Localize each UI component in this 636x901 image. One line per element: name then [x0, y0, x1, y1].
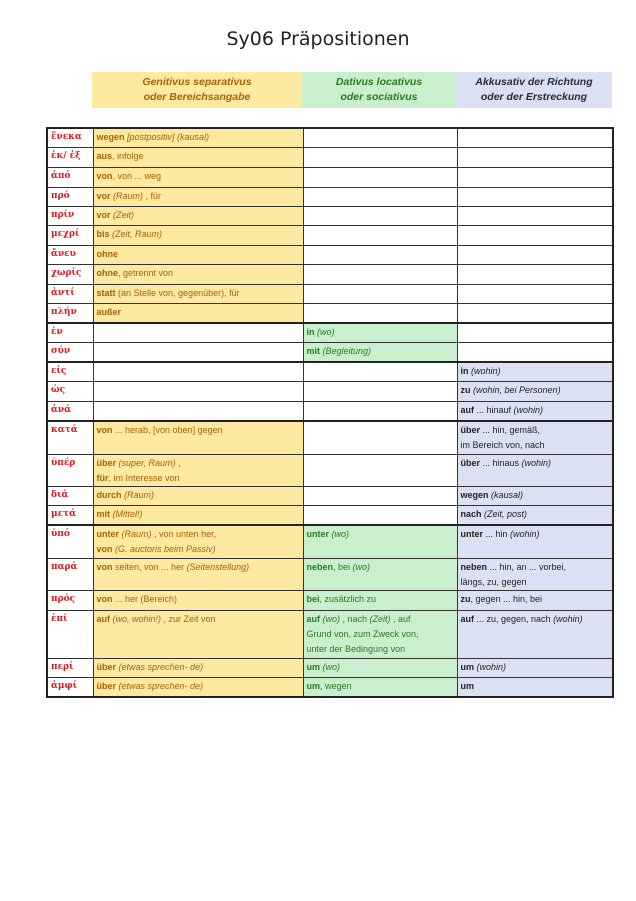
- dat-meaning-cell: [303, 381, 457, 401]
- meaning-keyword: in: [460, 366, 469, 376]
- gen-meaning-cell: [93, 362, 303, 381]
- meaning-text: , auf: [390, 613, 411, 624]
- gen-meaning-cell: [93, 677, 303, 697]
- gen-meaning-cell: [93, 245, 303, 264]
- dat-meaning-cell: [303, 486, 457, 505]
- meaning-keyword: aus: [96, 150, 113, 161]
- dat-meaning-cell: [303, 128, 457, 147]
- table-row: [47, 323, 613, 342]
- akk-meaning-cell: [457, 505, 613, 525]
- table-row: [47, 206, 613, 225]
- greek-preposition: παρά: [47, 558, 93, 590]
- meaning-note: (wo): [352, 561, 371, 572]
- dat-meaning-cell: [303, 658, 457, 677]
- greek-preposition: πρός: [47, 590, 93, 610]
- gen-meaning-cell: [93, 264, 303, 284]
- meaning-text: ... hinaus: [480, 457, 522, 468]
- gen-meaning-cell: [93, 147, 303, 167]
- dat-meaning-cell: [303, 147, 457, 167]
- meaning-note: (wo): [331, 529, 350, 539]
- table-row: [47, 245, 613, 264]
- meaning-note: (wohin): [553, 613, 583, 624]
- dat-meaning-cell: [303, 362, 457, 381]
- gen-meaning-cell: [93, 284, 303, 303]
- meaning-note: (wohin, bei Personen): [473, 384, 561, 395]
- gen-meaning-cell: [93, 342, 303, 362]
- dat-meaning-cell: [303, 505, 457, 525]
- akk-meaning-cell: [457, 245, 613, 264]
- greek-preposition: πρίν: [47, 206, 93, 225]
- meaning-keyword: unter: [306, 529, 329, 539]
- meaning-keyword: zu: [460, 593, 471, 604]
- gen-meaning-cell: [93, 486, 303, 505]
- greek-preposition: μετά: [47, 505, 93, 525]
- meaning-keyword: neben: [460, 561, 488, 572]
- greek-preposition: περί: [47, 658, 93, 677]
- meaning-note: (Seitenstellung): [186, 561, 250, 572]
- akk-meaning-cell: [457, 128, 613, 147]
- meaning-keyword: vor: [96, 190, 111, 201]
- meaning-note: (Zeit, Raum): [112, 228, 163, 239]
- table-row: [47, 342, 613, 362]
- meaning-text: , zur Zeit von: [161, 613, 216, 624]
- meaning-keyword: unter: [96, 529, 119, 539]
- greek-preposition: ἐπί: [47, 610, 93, 658]
- greek-preposition: ὡς: [47, 381, 93, 401]
- prepositions-table: [46, 127, 614, 698]
- dat-meaning-cell: [303, 677, 457, 697]
- dat-meaning-cell: [303, 245, 457, 264]
- meaning-text: ... hin: [483, 529, 511, 539]
- meaning-text: ... hin, gemäß,: [480, 425, 541, 435]
- gen-meaning-cell: [93, 610, 303, 658]
- meaning-text: , von unten her,: [151, 529, 217, 539]
- dat-meaning-cell: [303, 167, 457, 187]
- meaning-keyword: über: [96, 680, 117, 691]
- table-row: [47, 187, 613, 206]
- gen-meaning-cell: [93, 323, 303, 342]
- meaning-keyword: vor: [96, 209, 111, 220]
- table-row: [47, 610, 613, 658]
- akk-meaning-cell: [457, 381, 613, 401]
- greek-preposition: χωρίς: [47, 264, 93, 284]
- meaning-text: ... zu, gegen, nach: [474, 613, 554, 624]
- meaning-keyword: über: [96, 661, 117, 672]
- page-title: Sy06 Präpositionen: [226, 28, 410, 50]
- header-accusative-line1: Akkusativ der Richtung: [475, 76, 593, 88]
- greek-preposition: διά: [47, 486, 93, 505]
- meaning-text: Grund von, zum Zweck von,: [306, 628, 419, 639]
- meaning-text: , getrennt von: [118, 267, 174, 278]
- meaning-note: (etwas sprechen- de): [118, 680, 204, 691]
- greek-preposition: εἰς: [47, 362, 93, 381]
- meaning-keyword: auf: [306, 613, 320, 624]
- akk-meaning-cell: [457, 225, 613, 245]
- gen-meaning-cell: [93, 401, 303, 421]
- meaning-note: (Raum): [124, 489, 155, 500]
- greek-preposition: ἕνεκα: [47, 128, 93, 147]
- akk-meaning-cell: [457, 147, 613, 167]
- dat-meaning-cell: [303, 206, 457, 225]
- table-row: [47, 381, 613, 401]
- gen-meaning-cell: [93, 187, 303, 206]
- akk-meaning-cell: [457, 206, 613, 225]
- meaning-note: (Raum): [121, 529, 152, 539]
- gen-meaning-cell: [93, 590, 303, 610]
- gen-meaning-cell: [93, 558, 303, 590]
- meaning-note: (Raum): [113, 190, 144, 201]
- meaning-text: , bei: [333, 561, 353, 572]
- greek-preposition: ἀνά: [47, 401, 93, 421]
- table-row: [47, 590, 613, 610]
- gen-meaning-cell: [93, 303, 303, 323]
- meaning-keyword: statt: [96, 287, 116, 298]
- dat-meaning-cell: [303, 303, 457, 323]
- greek-preposition: ἐν: [47, 323, 93, 342]
- meaning-text: , gegen ... hin, bei: [470, 593, 543, 604]
- greek-preposition: ἀμφί: [47, 677, 93, 697]
- akk-meaning-cell: [457, 558, 613, 590]
- meaning-note: (wo): [317, 327, 335, 337]
- meaning-text: , zusätzlich zu: [319, 593, 377, 604]
- greek-preposition: ἀπό: [47, 167, 93, 187]
- akk-meaning-cell: [457, 610, 613, 658]
- table-row: [47, 658, 613, 677]
- table-row: [47, 225, 613, 245]
- meaning-keyword: auf: [96, 613, 110, 624]
- meaning-keyword: wegen: [96, 132, 125, 142]
- meaning-keyword: außer: [96, 306, 122, 317]
- meaning-keyword: um: [460, 661, 474, 672]
- header-dative-line1: Dativus locativus: [335, 76, 423, 88]
- akk-meaning-cell: [457, 264, 613, 284]
- meaning-text: , von ... weg: [112, 170, 162, 181]
- akk-meaning-cell: [457, 486, 613, 505]
- dat-meaning-cell: [303, 342, 457, 362]
- dat-meaning-cell: [303, 225, 457, 245]
- meaning-keyword: über: [460, 425, 481, 435]
- meaning-keyword: von: [96, 544, 113, 554]
- meaning-keyword: um: [306, 680, 320, 691]
- meaning-keyword: mit: [96, 508, 110, 519]
- meaning-keyword: bis: [96, 228, 110, 239]
- meaning-keyword: unter: [460, 529, 483, 539]
- meaning-keyword: auf: [460, 613, 474, 624]
- dat-meaning-cell: [303, 558, 457, 590]
- meaning-keyword: nach: [460, 508, 482, 519]
- table-row: [47, 486, 613, 505]
- meaning-keyword: bei: [306, 593, 320, 604]
- meaning-text: seiten, von ... her: [112, 561, 187, 572]
- akk-meaning-cell: [457, 401, 613, 421]
- gen-meaning-cell: [93, 167, 303, 187]
- meaning-note: (wohin): [476, 661, 507, 672]
- akk-meaning-cell: [457, 284, 613, 303]
- dat-meaning-cell: [303, 401, 457, 421]
- meaning-note: (wohin): [513, 404, 544, 415]
- meaning-keyword: wegen: [460, 489, 489, 500]
- greek-preposition: ἀντί: [47, 284, 93, 303]
- gen-meaning-cell: [93, 454, 303, 486]
- meaning-note: [postpositiv] (kausal): [127, 132, 210, 142]
- meaning-keyword: für: [96, 472, 109, 483]
- akk-meaning-cell: [457, 658, 613, 677]
- dat-meaning-cell: [303, 187, 457, 206]
- greek-preposition: ὑπό: [47, 525, 93, 558]
- greek-preposition: κατά: [47, 421, 93, 454]
- meaning-keyword: auf: [460, 404, 474, 415]
- meaning-text: , nach: [340, 613, 370, 624]
- table-row: [47, 167, 613, 187]
- meaning-note: (wo): [322, 661, 341, 672]
- table-row: [47, 128, 613, 147]
- meaning-keyword: über: [96, 457, 117, 468]
- dat-meaning-cell: [303, 590, 457, 610]
- meaning-text: , im Interesse von: [108, 472, 180, 483]
- meaning-keyword: in: [306, 327, 315, 337]
- meaning-keyword: neben: [306, 561, 334, 572]
- meaning-text: (an Stelle von, gegenüber), für: [115, 287, 240, 298]
- akk-meaning-cell: [457, 187, 613, 206]
- header-dative: [302, 72, 456, 108]
- meaning-note: (wo): [322, 613, 341, 624]
- akk-meaning-cell: [457, 525, 613, 558]
- meaning-keyword: von: [96, 425, 113, 435]
- gen-meaning-cell: [93, 128, 303, 147]
- meaning-text: , wegen: [320, 680, 352, 691]
- akk-meaning-cell: [457, 590, 613, 610]
- gen-meaning-cell: [93, 525, 303, 558]
- akk-meaning-cell: [457, 342, 613, 362]
- table-row: [47, 525, 613, 558]
- greek-preposition: πλήν: [47, 303, 93, 323]
- table-row: [47, 303, 613, 323]
- meaning-keyword: von: [96, 170, 113, 181]
- table-row: [47, 421, 613, 454]
- meaning-note: (wohin): [521, 457, 552, 468]
- meaning-keyword: um: [460, 680, 474, 691]
- meaning-keyword: über: [460, 457, 481, 468]
- dat-meaning-cell: [303, 610, 457, 658]
- table-row: [47, 264, 613, 284]
- gen-meaning-cell: [93, 381, 303, 401]
- meaning-text: ... hinauf: [474, 404, 514, 415]
- meaning-keyword: durch: [96, 489, 122, 500]
- meaning-note: (Zeit): [369, 613, 391, 624]
- meaning-text: im Bereich von, nach: [460, 440, 545, 450]
- meaning-note: (G. auctoris beim Passiv): [115, 544, 216, 554]
- meaning-note: (etwas sprechen- de): [118, 661, 204, 672]
- meaning-text: ... her (Bereich): [112, 593, 178, 604]
- table-row: [47, 284, 613, 303]
- akk-meaning-cell: [457, 362, 613, 381]
- meaning-note: (Zeit, post): [484, 508, 528, 519]
- meaning-keyword: zu: [460, 384, 471, 395]
- akk-meaning-cell: [457, 323, 613, 342]
- meaning-note: (wohin): [510, 529, 540, 539]
- table-row: [47, 677, 613, 697]
- meaning-note: (Zeit): [113, 209, 135, 220]
- greek-preposition: ἐκ/ ἐξ: [47, 147, 93, 167]
- meaning-keyword: mit: [306, 345, 320, 356]
- dat-meaning-cell: [303, 264, 457, 284]
- dat-meaning-cell: [303, 323, 457, 342]
- meaning-text: längs, zu, gegen: [460, 576, 527, 587]
- gen-meaning-cell: [93, 505, 303, 525]
- meaning-keyword: ohne: [96, 267, 118, 278]
- meaning-keyword: von: [96, 561, 113, 572]
- header-genitive: [92, 72, 302, 108]
- meaning-note: (wo, wohin!): [112, 613, 162, 624]
- table-row: [47, 505, 613, 525]
- header-dative-line2: oder sociativus: [340, 91, 418, 103]
- akk-meaning-cell: [457, 454, 613, 486]
- meaning-note: (wohin): [471, 366, 501, 376]
- header-accusative-line2: oder der Erstreckung: [480, 91, 588, 103]
- gen-meaning-cell: [93, 225, 303, 245]
- table-row: [47, 454, 613, 486]
- akk-meaning-cell: [457, 303, 613, 323]
- meaning-note: (Mittel!): [112, 508, 143, 519]
- meaning-text: ... hin, an ... vorbei,: [487, 561, 567, 572]
- gen-meaning-cell: [93, 206, 303, 225]
- header-genitive-line1: Genitivus separativus: [142, 76, 252, 88]
- prepositions-table-body: [47, 128, 613, 697]
- dat-meaning-cell: [303, 421, 457, 454]
- meaning-note: (kausal): [491, 489, 524, 500]
- greek-preposition: σύν: [47, 342, 93, 362]
- greek-preposition: πρό: [47, 187, 93, 206]
- meaning-text: , infolge: [112, 150, 144, 161]
- akk-meaning-cell: [457, 167, 613, 187]
- greek-preposition: ὑπέρ: [47, 454, 93, 486]
- table-row: [47, 401, 613, 421]
- gen-meaning-cell: [93, 421, 303, 454]
- greek-preposition: ἄνευ: [47, 245, 93, 264]
- meaning-text: ,: [175, 457, 181, 468]
- table-row: [47, 147, 613, 167]
- gen-meaning-cell: [93, 658, 303, 677]
- dat-meaning-cell: [303, 454, 457, 486]
- meaning-text: ... herab, [von oben] gegen: [112, 425, 223, 435]
- table-row: [47, 362, 613, 381]
- greek-preposition: μεχρί: [47, 225, 93, 245]
- meaning-keyword: um: [306, 661, 320, 672]
- meaning-note: (super, Raum): [118, 457, 176, 468]
- akk-meaning-cell: [457, 677, 613, 697]
- dat-meaning-cell: [303, 284, 457, 303]
- meaning-note: (Begleitung): [322, 345, 372, 356]
- meaning-text: unter der Bedingung von: [306, 643, 406, 654]
- meaning-keyword: ohne: [96, 248, 118, 259]
- dat-meaning-cell: [303, 525, 457, 558]
- table-row: [47, 558, 613, 590]
- akk-meaning-cell: [457, 421, 613, 454]
- meaning-keyword: von: [96, 593, 113, 604]
- meaning-text: , für: [143, 190, 162, 201]
- header-genitive-line2: oder Bereichsangabe: [143, 91, 251, 103]
- header-accusative: [456, 72, 612, 108]
